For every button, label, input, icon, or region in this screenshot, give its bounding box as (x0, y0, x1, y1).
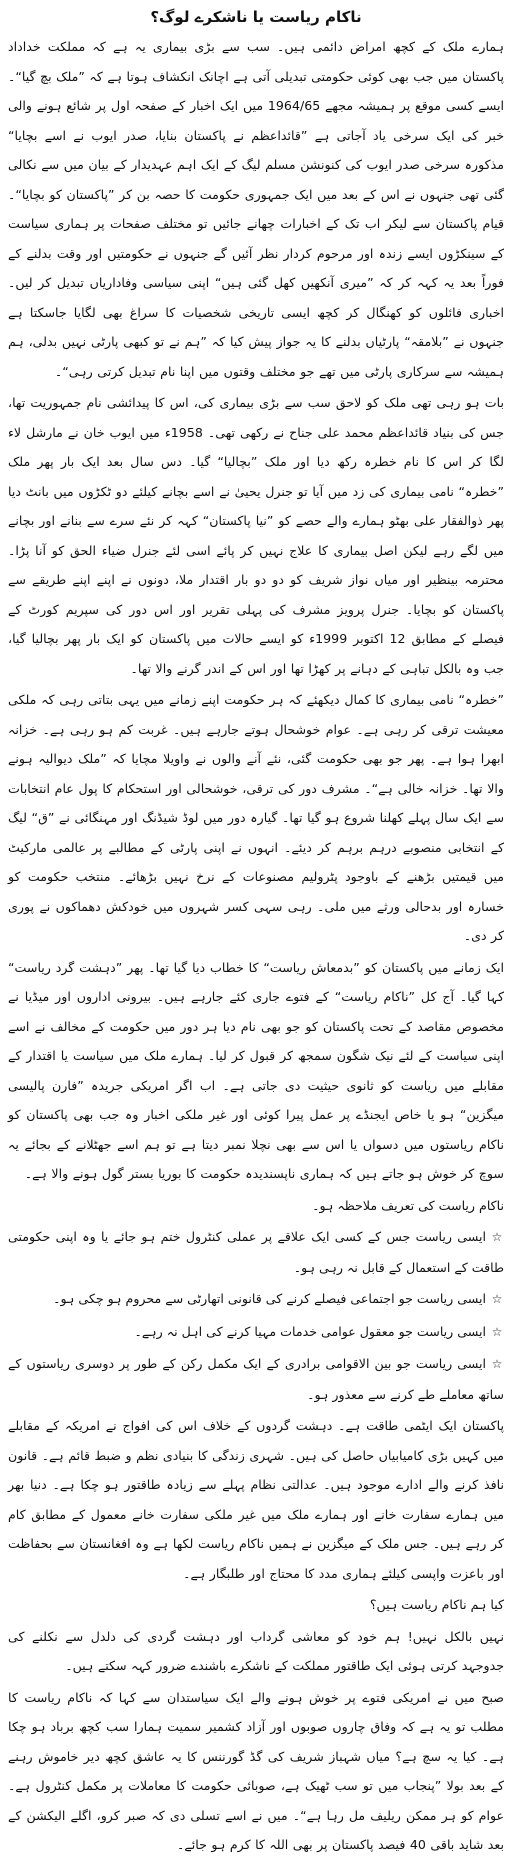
list-item (8, 1349, 504, 1409)
list-item (8, 1317, 504, 1348)
definition-heading: ناکام ریاست کی تعریف ملاحظہ ہو۔ (312, 1197, 504, 1213)
list-item-text: ایسی ریاست جو بین الاقوامی برادری کے ایک مکمل رکن کے طور پر دوسری ریاستوں کے ساتھ معاملے طے کرنے سے معذور ہو۔ (8, 1356, 504, 1402)
paragraph: صبح میں نے امریکی فتوے پر خوش ہونے والے ایک سیاستدان سے کہا کہ ناکام ریاست کا مطلب تو یہ ہے کہ وفاق چاروں صوبوں اور آزاد کشمیر سمیت ہمارا سب کچھ برباد ہو چکا ہے۔ کیا یہ سچ ہے؟ میاں شہباز شریف کی گڈ گورننس کا یہ عاشق کچھ دیر خاموش رہنے کے بعد بولا ”پنجاب میں تو سب ٹھیک ہے، صوبائی حکومت کا معاملات پر مکمل کنٹرول ہے۔ عوام کو ہر ممکن ریلیف مل رہا ہے“۔ میں نے اسے تسلی دی کہ صبر کرو، اگلے الیکشن کے بعد شاید باقی 40 فیصد پاکستان پر بھی اللہ کا کرم ہو جائے۔ (8, 1689, 504, 1852)
star-icon: ☆ (491, 1230, 503, 1244)
star-icon: ☆ (491, 1324, 503, 1339)
list-item (8, 1222, 504, 1282)
list-item-text: ایسی ریاست جو اجتماعی فیصلے کرنے کی قانونی اتھارٹی سے محروم ہو چکی ہو۔ (53, 1291, 486, 1306)
page-title: ناکام ریاست یا ناشکرے لوگ؟ (150, 8, 362, 26)
paragraph: پاکستان ایک ایٹمی طاقت ہے۔ دہشت گردوں کے خلاف اس کی افواج نے امریکہ کے مقابلے میں کہیں بڑی کامیابیاں حاصل کی ہیں۔ شہری زندگی کا بنیادی نظم و ضبط قائم ہے۔ قانون نافذ کرنے والے ادارے موجود ہیں۔ عدالتی نظام پہلے سے زیادہ طاقتور ہو چکا ہے۔ دنیا بھر میں ہمارے سفارت خانے اور ہمارے ملک میں غیر ملکی سفارت خانے معمول کے مطابق کام کر رہے ہیں۔ جس ملک کے میگزین نے ہمیں ناکام ریاست لکھا ہے وہ افغانستان سے بحفاظت اور باعزت واپسی کیلئے ہماری مدد کا محتاج اور طلبگار ہے۔ (8, 1418, 504, 1581)
star-icon: ☆ (491, 1357, 503, 1371)
paragraph: ایک زمانے میں پاکستان کو ”بدمعاش ریاست“ کا خطاب دیا گیا تھا۔ پھر ”دہشت گرد ریاست“ کہا گیا۔ آج کل ”ناکام ریاست“ کے فتوے جاری کئے جارہے ہیں۔ بیرونی اداروں اور میڈیا نے مخصوص مقاصد کے تحت پاکستان کو جو بھی نام دیا ہر دور میں حکومت کے مخالف نے اسے اپنی سیاست کے لئے نیک شگون سمجھ کر قبول کر لیا۔ ہمارے ملک میں سیاست یا اقتدار کے مقابلے میں ریاست کو ثانوی حیثیت دی جاتی ہے۔ اب اگر امریکی جریدہ ”فارن پالیسی میگزین“ ہو یا خاص ایجنڈے پر عمل پیرا کوئی اور غیر ملکی اخبار وہ جب بھی پاکستان کو ناکام ریاستوں میں دسواں یا اس سے بھی نچلا نمبر دیتا ہے تو ہم اسے جھٹلانے کے بجائے یہ سوچ کر خوش ہو جاتے ہیں کہ ہماری ناپسندیدہ حکومت کا بوریا بستر گول ہونے والا ہے۔ (8, 959, 504, 1181)
paragraph: ہمارے ملک کے کچھ امراض دائمی ہیں۔ سب سے بڑی بیماری یہ ہے کہ مملکت خداداد پاکستان میں جب بھی کوئی حکومتی تبدیلی آتی ہے اچانک انکشاف ہوتا ہے کہ ”ملک بچ گیا“۔ ایسے کسی موقع پر ہمیشہ مجھے 1964/65 میں ایک اخبار کے صفحہ اول پر شائع ہونے والی خبر کی ایک سرخی یاد آجاتی ہے ”قائداعظم نے پاکستان بنایا، صدر ایوب نے اسے بچایا“ مذکورہ سرخی صدر ایوب کی کنونشن مسلم لیگ کے ایک اہم عہدیدار کے بیان میں سے نکالی گئی تھی جنہوں نے اس کے بعد میں ایک جمہوری حکومت کا حصہ بن کر ”پاکستان کو بچایا“۔ قیام پاکستان سے لیکر اب تک کے اخبارات چھانے جائیں تو مختلف صفحات پر ہماری سیاست کے سینکڑوں ایسے زندہ اور مرحوم کردار نظر آئیں گے جنہوں نے حکومتیں اور وقت بدلنے کے فوراً بعد یہ کہہ کر کہ ”میری آنکھیں کھل گئی ہیں“ اپنی سیاسی وفاداریاں تبدیل کر لیں۔ اخباری فائلوں کو کھنگال کر کچھ ایسی تاریخی شخصیات کا سراغ بھی لگایا جاسکتا ہے جنہوں نے ”بلامقہ“ پارٹیاں بدلنے کا یہ جواز پیش کیا کہ ”ہم نے تو کبھی پارٹی نہیں بدلی، ہم ہمیشہ سے سرکاری پارٹی میں تھے جو مختلف وقتوں میں اپنا نام تبدیل کرتی رہی“۔ (8, 39, 504, 379)
list-item (8, 1284, 504, 1315)
star-icon: ☆ (491, 1292, 503, 1306)
paragraph: ”خطرہ“ نامی بیماری کا کمال دیکھئے کہ ہر حکومت اپنے زمانے میں یہی بتاتی رہی کہ ملکی معیشت ترقی کر رہی ہے۔ عوام خوشحال ہوتے جارہے ہیں۔ غربت کم ہو رہی ہے۔ خزانہ ابھرا ہوا ہے۔ پھر جو بھی حکومت گئی، نئے آنے والوں نے واویلا مچایا کہ ”ملک دیوالیہ ہونے والا تھا۔ خزانہ خالی ہے“۔ مشرف دور کی ترقی، خوشحالی اور استحکام کا پول عام انتخابات سے ایک سال پہلے کھلنا شروع ہو گیا تھا۔ گیارہ دور میں لوڈ شیڈنگ اور مہنگائی نے ”ق“ لیگ کے انتخابی منصوبے درہم برہم کر دیئے۔ انہوں نے اپنی پارٹی کے مطالبے پر عالمی مارکیٹ میں قیمتیں بڑھنے کے باوجود پٹرولیم مصنوعات کے نرخ نہیں بڑھائے۔ منتخب حکومت کو خسارہ اور بدحالی ورثے میں ملی۔ رہی سہی کسر شہروں میں خودکش دھماکوں نے پوری کر دی۔ (8, 692, 504, 943)
question-line: کیا ہم ناکام ریاست ہیں؟ (369, 1597, 504, 1612)
list-item-text: ایسی ریاست جس کے کسی ایک علاقے پر عملی کنٹرول ختم ہو جائے یا وہ اپنی حکومتی طاقت کے استعمال کے قابل نہ رہی ہو۔ (8, 1229, 504, 1275)
paragraph: نہیں بالکل نہیں! ہم خود کو معاشی گرداب اور دہشت گردی کی دلدل سے نکلنے کی جدوجہد کرتی ہوئی ایک طاقتور مملکت کے ناشکرے باشندے ضرور کہہ سکتے ہیں۔ (8, 1628, 504, 1673)
paragraph: بات ہو رہی تھی ملک کو لاحق سب سے بڑی بیماری کی، اس کا پیدائشی نام جمہوریت تھا، جس کی بنیاد قائداعظم محمد علی جناح نے رکھی تھی۔ 1958ء میں ایوب خان نے مارشل لاء لگا کر اس کا نام خطرہ رکھ دیا اور ملک ”بچالیا“ گیا۔ دس سال بعد ایک بار پھر ملک ”خطرہ“ نامی بیماری کی زد میں آیا تو جنرل یحییٰ نے اسے بچانے کیلئے دو ٹکڑوں میں بانٹ دیا پھر ذوالفقار علی بھٹو ہمارے والے حصے کو ”نیا پاکستان“ کہہ کر نئے سرے سے بنانے اور بچانے میں لگے رہے لیکن اصل بیماری کا علاج نہیں کر پائے اسی لئے جنرل ضیاء الحق کو آنا پڑا۔ محترمہ بینظیر اور میاں نواز شریف کو دو دو بار اقتدار ملا، دونوں نے اپنے اپنے طریقے سے پاکستان کو بچایا۔ جنرل پرویز مشرف کی پہلی تقریر اور اس دور کی سپریم کورٹ کے فیصلے کے مطابق 12 اکتوبر 1999ء کو ایسے حالات میں پاکستان کو ایک بار پھر بچالیا گیا، جب وہ بالکل تباہی کے دہانے پر کھڑا تھا اور اس کے اندر گرنے والا تھا۔ (8, 395, 504, 676)
list-item-text: ایسی ریاست جو معقول عوامی خدمات مہیا کرنے کی اہل نہ رہے۔ (134, 1323, 486, 1339)
